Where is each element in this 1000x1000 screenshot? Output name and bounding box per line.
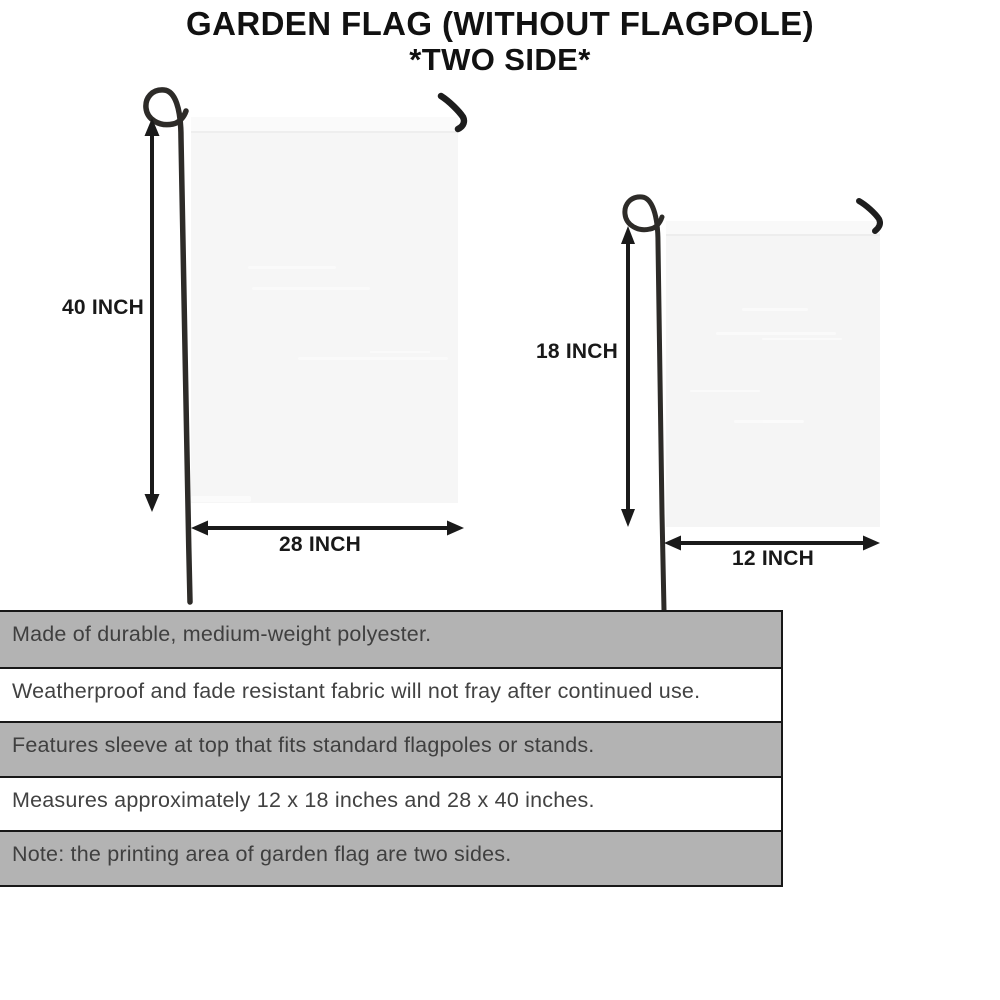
small-flag-fabric [666,221,880,527]
small-flag-sleeve [666,221,880,234]
large-flag-group [145,90,465,602]
small-flag-height-arrow [621,226,635,527]
large-flag-height-label: 40 INCH [62,296,144,319]
large-flag-width-label: 28 INCH [279,533,361,556]
large-flag-sleeve-seam [191,131,458,133]
feature-row: Note: the printing area of garden flag are two sides. [0,830,781,885]
small-flag-height-label: 18 INCH [536,340,618,363]
large-flag-fabric [191,117,458,503]
small-flag-width-label: 12 INCH [732,547,814,570]
small-flag-sleeve-seam [666,234,880,236]
small-flagpole [625,197,664,610]
feature-row: Features sleeve at top that fits standard flagpoles or stands. [0,721,781,776]
feature-row: Weatherproof and fade resistant fabric will not fray after continued use. [0,667,781,722]
feature-row: Made of durable, medium-weight polyester. [0,612,781,667]
features-table [0,610,783,887]
large-flag-sleeve [191,117,458,131]
feature-row: Measures approximately 12 x 18 inches and 28 x 40 inches. [0,776,781,831]
title-line-2: *TWO SIDE* [409,41,591,77]
title-line-1: GARDEN FLAG (WITHOUT FLAGPOLE) [186,5,814,42]
